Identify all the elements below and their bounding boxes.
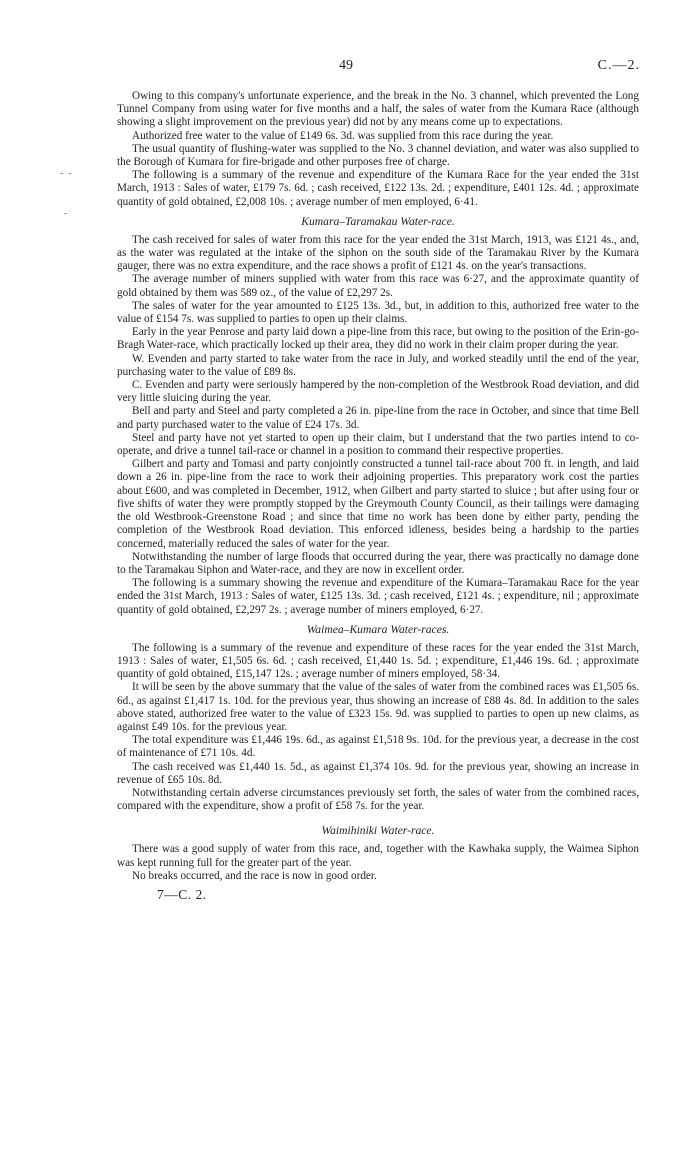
- paragraph: The cash received was £1,440 1s. 5d., as against £1,374 10s. 9d. for the previous year, showing an increase in revenue of £65 10s. 8d.: [117, 760, 639, 786]
- paragraph: Early in the year Penrose and party laid down a pipe-line from this race, but owing to the position of the Erin-go-Bragh Water-race, which practically locked up their area, they did no work in their claim proper during the year.: [117, 326, 639, 352]
- paragraph: The total expenditure was £1,446 19s. 6d., as against £1,518 9s. 10d. for the previous year, a decrease in the cost of maintenance of £71 10s. 4d.: [117, 734, 639, 760]
- document-body: [117, 90, 639, 903]
- paragraph: There was a good supply of water from this race, and, together with the Kawhaka supply, the Waimea Siphon was kept running full for the greater part of the year.: [117, 843, 639, 869]
- section-heading-waimea-kumara: Waimea–Kumara Water-races.: [306, 622, 450, 636]
- intro-section: [117, 90, 639, 209]
- paragraph: Bell and party and Steel and party completed a 26 in. pipe-line from the race in October, and since that time Bell and party purchased water to the value of £24 17s. 3d.: [117, 405, 639, 431]
- section-heading-kumara-taramakau: Kumara–Taramakau Water-race.: [301, 214, 455, 228]
- margin-pencil-mark: - ‑: [60, 168, 72, 179]
- paragraph: W. Evenden and party started to take water from the race in July, and worked steadily until the end of the year, purchasing water to the value of £89 8s.: [117, 352, 639, 378]
- section-waimihiniki: [117, 843, 639, 883]
- paragraph: Notwithstanding the number of large floods that occurred during the year, there was practically no damage done to the Taramakau Siphon and Water-race, and they are now in excellent order.: [117, 550, 639, 576]
- paragraph: Gilbert and party and Tomasi and party conjointly constructed a tunnel tail-race about 700 ft. in length, and laid down a 26 in. pipe-line from the race to work their adjoining properties. This preparatory work cost the parties about £600, and was completed in December, 1912, when Gilbert and party started to sluice ; but after using four or five shifts of water they were promptly stopped by the Greymouth County Council, as their tailings were damaging the old Westbrook-Greenstone Road ; and since that time no work has been done by either party, pending the completion of the Westbrook Road deviation. This enforced idleness, besides being a hardship to the parties concerned, materially reduced the sales of water for the year.: [117, 458, 639, 550]
- paragraph: Notwithstanding certain adverse circumstances previously set forth, the sales of water from the combined races, compared with the expenditure, show a profit of £58 7s. for the year.: [117, 786, 639, 813]
- section-waimea-kumara: [117, 642, 639, 814]
- paragraph: The following is a summary of the revenue and expenditure of the Kumara Race for the year ended the 31st March, 1913 : Sales of water, £179 7s. 6d. ; cash received, £122 13s. 2d. ; expenditure, £401 12s. 4d. ; approximate quantity of gold obtained, £2,008 10s. ; average number of men employed, 6·41.: [117, 169, 639, 208]
- paragraph: It will be seen by the above summary that the value of the sales of water from the combined races was £1,505 6s. 6d., as against £1,417 1s. 10d. for the previous year, thus showing an increase of £88 4s. 8d. In addition to the sales above stated, authorized free water to the value of £323 15s. 9d. was supplied to parties to open up new claims, as against £49 10s. for the previous year.: [117, 681, 639, 733]
- page-header: [0, 58, 700, 76]
- margin-pencil-mark: -: [64, 208, 68, 219]
- paragraph: No breaks occurred, and the race is now in good order.: [132, 869, 377, 882]
- paragraph: The following is a summary of the revenue and expenditure of these races for the year ended the 31st March, 1913 : Sales of water, £1,505 6s. 6d. ; cash received, £1,440 1s. 5d. ; expenditure, £1,446 19s. 6d. ; approximate quantity of gold obtained, £15,147 12s. ; average number of miners employed, 58·34.: [117, 641, 639, 681]
- document-reference: C.—2.: [597, 58, 640, 73]
- section-heading-waimihiniki: Waimihiniki Water-race.: [321, 824, 435, 838]
- page-number: 49: [339, 58, 353, 73]
- paragraph: The cash received for sales of water from this race for the year ended the 31st March, 1913, was £121 4s., and, as the water was regulated at the intake of the siphon on the south side of the Taramakau River by the Kumara gauger, there was no extra expenditure, and the race shows a profit of £121 4s. on the year's transactions.: [117, 233, 639, 273]
- section-kumara-taramakau: [117, 234, 639, 617]
- footer-reference: 7—C. 2.: [157, 886, 207, 902]
- paragraph: The average number of miners supplied with water from this race was 6·27, and the approximate quantity of gold obtained by them was 589 oz., of the value of £2,297 2s.: [117, 273, 639, 299]
- paragraph: The sales of water for the year amounted to £125 13s. 3d., but, in addition to this, authorized free water to the value of £154 7s. was supplied to parties to open up their claims.: [117, 299, 639, 326]
- paragraph: The following is a summary showing the revenue and expenditure of the Kumara–Taramakau Race for the year ended the 31st March, 1913 : Sales of water, £125 13s. 3d. ; cash received, £121 4s. ; expenditure, nil ; approximate quantity of gold obtained, £2,297 2s. ; average number of miners employed, 6·27.: [117, 577, 639, 616]
- paragraph: Authorized free water to the value of £149 6s. 3d. was supplied from this race during the year.: [132, 129, 554, 142]
- paragraph: C. Evenden and party were seriously hampered by the non-completion of the Westbrook Road deviation, and did very little sluicing during the year.: [117, 379, 639, 405]
- paragraph: Owing to this company's unfortunate experience, and the break in the No. 3 channel, which prevented the Long Tunnel Company from using water for five months and a half, the sales of water from the Kumara Race (although showing a slight improvement on the previous year) did not by any means come up to expectations.: [117, 90, 639, 129]
- paragraph: The usual quantity of flushing-water was supplied to the No. 3 channel deviation, and water was also supplied to the Borough of Kumara for fire-brigade and other purposes free of charge.: [117, 142, 639, 169]
- paragraph: Steel and party have not yet started to open up their claim, but I understand that the two parties intend to co-operate, and drive a tunnel tail-race or channel in a position to command their respective properties.: [117, 431, 639, 458]
